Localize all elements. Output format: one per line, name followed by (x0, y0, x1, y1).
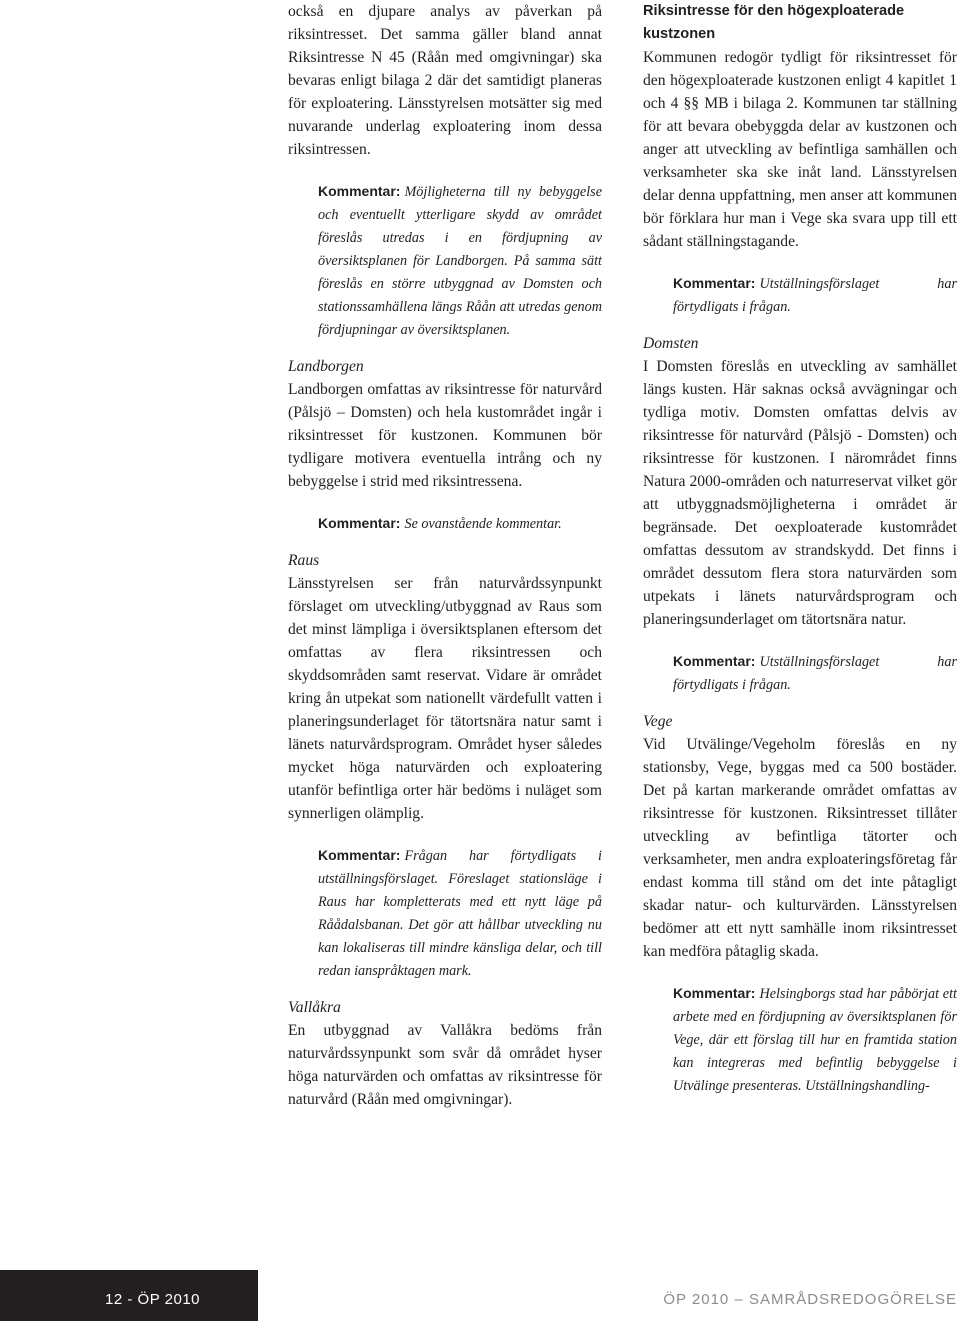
section-heading-landborgen: Landborgen (288, 358, 364, 375)
intro-paragraph: också en djupare analys av påverkan på riksintresset. Det samma gäller bland annat Riksintresse N 45 (Råån med omgivningar) ska bevaras enligt bilaga 2 där det samtidigt planeras för exploatering. Länsstyrelsen motsätter sig med nuvarande underlag exploatering inom dessa riksintressen. (288, 3, 602, 158)
page-number: 12 - ÖP 2010 (105, 1291, 200, 1308)
section-text-vallakra: En utbyggnad av Vallåkra bedöms från naturvårdssynpunkt som svår då området hyser höga naturvärden och omfattas av riksintresse för naturvård (Råån med omgivningar). (288, 1022, 602, 1108)
comment-block (318, 512, 602, 536)
section-heading-kustzonen: Riksintresse för den högexploaterade kustzonen (643, 3, 905, 42)
comment-text: Se ovanstående kommentar. (404, 516, 562, 532)
page-number-tab (0, 1270, 258, 1321)
section-heading-vallakra: Vallåkra (288, 999, 341, 1016)
comment-block (673, 650, 957, 697)
comment-text: Möjligheterna till ny bebyggelse och eventuellt ytterligare skydd av området föreslås utredas i en fördjupning av översiktsplanen för Landborgen. På samma sätt föreslås en större utbyggnad av Domsten och stationssamhällena längs Råån att utredas genom fördjupningar av översiktsplanen. (318, 184, 602, 338)
section-heading-raus: Raus (288, 552, 320, 569)
section-heading-domsten: Domsten (643, 335, 699, 352)
comment-text: Helsingborgs stad har påbörjat ett arbete med en fördjupning av översiktsplanen för Vege, där ett förslag till hur en framtida station kan integreras med befintlig bebyggelse i Utvälinge presenteras. Utställningshandling- (673, 986, 957, 1094)
section-heading-vege: Vege (643, 713, 673, 730)
comment-text: Frågan har förtydligats i utställningsförslaget. Föreslaget stationsläge i Raus har kompletterats med ett nytt läge på Råådalsbanan. Det gör att hållbar utveckling nu kan lokaliseras till mindre känsliga delar, och till redan ianspråktagen mark. (318, 848, 602, 979)
comment-label: Kommentar: (318, 515, 401, 531)
comment-label: Kommentar: (673, 275, 756, 291)
section-text-kustzonen: Kommunen redogör tydligt för riksintresset för den högexploaterade kustzonen enligt 4 kapitlet 1 och 4 §§ MB i bilaga 2. Kommunen tar ställning för att bevara obebyggda delar av kustzonen och anger att utveckling av befintliga samhällen och verksamheter ska ske inåt land. Länsstyrelsen delar denna uppfattning, men anser att kommunen bör förklara hur man i Vege ska svara upp till ett sådant ställningstagande. (643, 49, 957, 250)
comment-text: Utställningsförslaget har förtydligats i frågan. (673, 276, 957, 315)
section-text-vege: Vid Utvälinge/Vegeholm föreslås en ny stationsby, Vege, byggas med ca 500 bostäder. Det på kartan markerande området omfattas av riksintresse för kustzonen. Riksintresset tillåter utveckling av befintliga tätorter och verksamheter, men andra exploateringsföretag får endast komma till stånd om det inte påtagligt skadar natur- och kulturvärden. Länsstyrelsen bedömer att ett nytt samhälle inom riksintresset kan medföra påtaglig skada. (643, 736, 957, 960)
right-column (643, 0, 957, 1098)
comment-label: Kommentar: (673, 653, 756, 669)
section-text-raus: Länsstyrelsen ser från naturvårdssynpunkt förslaget om utveckling/utbyggnad av Raus som det minst lämpliga i översiktsplanen eftersom det omfattas av flera riksintressen och skyddsområden samt reservat. Vidare är området kring ån utpekat som nationellt värdefullt vatten i planeringsunderlaget för tätortsnära natur samt i länets naturvårdsprogram. Området hyser således mycket höga naturvärden och exploatering utanför befintliga orter här bedöms i nuläget som synnerligen olämplig. (288, 575, 602, 822)
comment-text: Utställningsförslaget har förtydligats i frågan. (673, 654, 957, 693)
running-footer: ÖP 2010 – SAMRÅDSREDOGÖRELSE (663, 1291, 957, 1308)
section-text-domsten: I Domsten föreslås en utveckling av samhället längs kusten. Här saknas också avvägningar och tydliga motiv. Domsten omfattas delvis av riksintresse för naturvård (Pålsjö - Domsten) och riksintresse för kustzonen. I närområdet finns Natura 2000-områden och naturreservat vilket gör att utbyggnadsmöjligheterna i området är begränsade. Det oexploaterade kustområdet omfattas dessutom av strandskydd. Det finns i området dessutom flera stora naturvärden som utpekats i länets naturvårdsprogram och planeringsunderlaget om tätortsnära natur. (643, 358, 957, 628)
comment-block (318, 844, 602, 983)
comment-block (318, 180, 602, 342)
left-column (288, 0, 602, 1111)
comment-label: Kommentar: (673, 985, 756, 1001)
section-text-landborgen: Landborgen omfattas av riksintresse för naturvård (Pålsjö – Domsten) och hela kustområdet ingår i riksintresset för kustzonen. Kommunen bör tydligare motivera eventuella intrång och ny bebyggelse i strid med riksintressena. (288, 381, 602, 490)
comment-block (673, 982, 957, 1098)
comment-block (673, 272, 957, 319)
comment-label: Kommentar: (318, 847, 401, 863)
comment-label: Kommentar: (318, 183, 401, 199)
